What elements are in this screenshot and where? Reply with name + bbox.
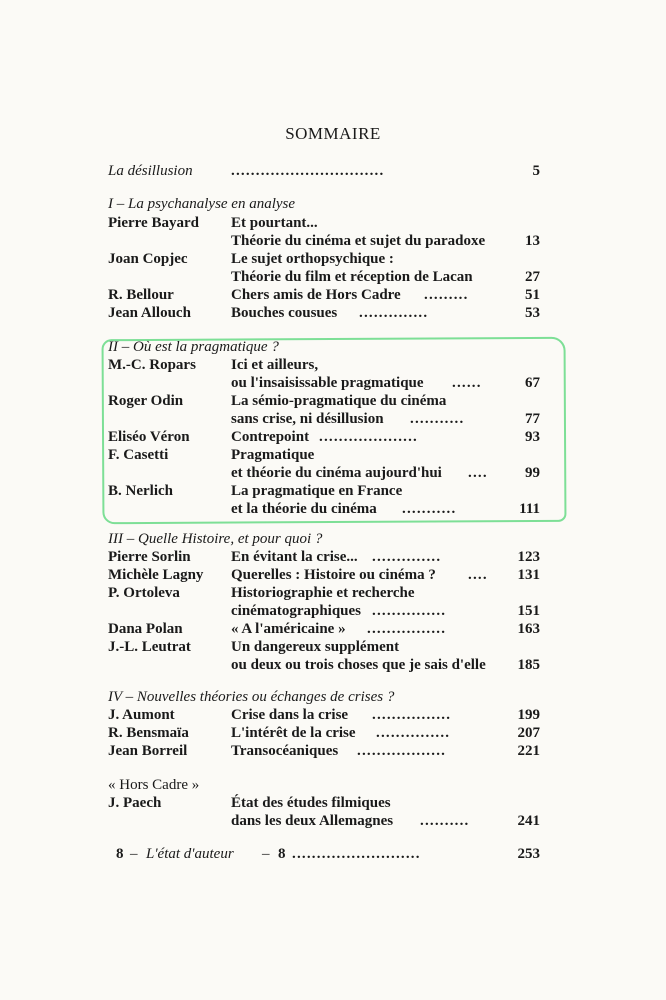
page-number: 207 [517,725,540,741]
section-heading: II – Où est la pragmatique ? [108,339,279,355]
footer-number-left: 8 [116,846,124,862]
leader-dots: ............................... [231,163,385,179]
leader-dots: ........... [410,411,465,427]
section-heading: III – Quelle Histoire, et pour quoi ? [108,531,323,547]
entry-author: J.-L. Leutrat [108,639,191,655]
intro-text: La désillusion [108,163,193,179]
entry-title: dans les deux Allemagnes [231,813,394,829]
page-number: 221 [517,743,540,759]
footer-entry [0,845,666,863]
leader-dots: .............. [359,305,429,321]
entry-title: En évitant la crise... [231,549,358,565]
page-number: 27 [525,269,540,285]
toc-entry [0,706,666,724]
entry-title: Bouches cousues [231,305,338,321]
entry-title: sans crise, ni désillusion [231,411,384,427]
page-number: 163 [517,621,540,637]
page-number: 77 [525,411,540,427]
section-heading: IV – Nouvelles théories ou échanges de crises ? [108,689,395,705]
page-number: 111 [519,501,540,517]
entry-title: Contrepoint [231,429,310,445]
toc-entry [0,286,666,304]
toc-entry [0,742,666,760]
leader-dots: .......... [420,813,470,829]
leader-dots: .... [468,567,488,583]
leader-dots: ........... [402,501,457,517]
green-marker-annotation [102,337,567,524]
entry-title: Le sujet orthopsychique : [231,251,394,267]
page-number: 13 [525,233,540,249]
footer-text: L'état d'auteur [146,846,234,862]
entry-author: J. Paech [108,795,162,811]
toc-entry-cont [0,812,666,830]
entry-author: J. Aumont [108,707,175,723]
entry-author: Pierre Sorlin [108,549,191,565]
leader-dots: .......................... [292,846,421,862]
entry-title: et théorie du cinéma aujourd'hui [231,465,442,481]
page-number: 253 [517,846,540,862]
leader-dots: ............... [376,725,451,741]
entry-title: cinématographiques [231,603,362,619]
toc-entry [0,794,666,812]
leader-dots: .... [468,465,488,481]
page-number: 5 [532,163,540,179]
entry-author: B. Nerlich [108,483,173,499]
entry-title: L'intérêt de la crise [231,725,356,741]
entry-title: Et pourtant... [231,215,318,231]
entry-title: ou deux ou trois choses que je sais d'elle [231,657,486,673]
section-heading: « Hors Cadre » [108,777,200,793]
page-number: 185 [517,657,540,673]
toc-entry-cont [0,656,666,674]
entry-author: Pierre Bayard [108,215,199,231]
leader-dots: ......... [424,287,469,303]
footer-dash: – [262,846,270,862]
entry-author: Eliséo Véron [108,429,190,445]
footer-dash: – [130,846,138,862]
entry-title: et la théorie du cinéma [231,501,377,517]
entry-title: Chers amis de Hors Cadre [231,287,401,303]
toc-entry [0,620,666,638]
entry-author: M.-C. Ropars [108,357,196,373]
entry-author: Jean Borreil [108,743,188,759]
entry-author: Jean Allouch [108,305,191,321]
section-heading: I – La psychanalyse en analyse [108,196,296,212]
leader-dots: ................ [367,621,447,637]
entry-author: R. Bellour [108,287,174,303]
leader-dots: ............... [372,603,447,619]
entry-author: Michèle Lagny [108,567,204,583]
entry-author: F. Casetti [108,447,169,463]
page-number: 51 [525,287,540,303]
entry-title: Théorie du film et réception de Lacan [231,269,473,285]
entry-title: La sémio-pragmatique du cinéma [231,393,447,409]
toc-entry-cont [0,602,666,620]
toc-entry [0,214,666,232]
entry-title: Un dangereux supplément [231,639,400,655]
intro-entry [0,162,666,180]
entry-title: ou l'insaisissable pragmatique [231,375,424,391]
footer-number-right: 8 [278,846,286,862]
page-number: 93 [525,429,540,445]
toc-entry [0,638,666,656]
entry-title: « A l'américaine » [231,621,346,637]
entry-author: Joan Copjec [108,251,188,267]
page-number: 151 [517,603,540,619]
page-number: 131 [517,567,540,583]
page-number: 53 [525,305,540,321]
page-number: 99 [525,465,540,481]
entry-title: Querelles : Histoire ou cinéma ? [231,567,436,583]
entry-title: Transocéaniques [231,743,339,759]
entry-title: Pragmatique [231,447,315,463]
toc-entry [0,724,666,742]
page-number: 67 [525,375,540,391]
entry-author: Dana Polan [108,621,183,637]
page-number: 123 [517,549,540,565]
entry-author: R. Bensmaïa [108,725,189,741]
entry-title: Ici et ailleurs, [231,357,319,373]
toc-entry [0,566,666,584]
toc-entry-cont [0,268,666,286]
entry-author: P. Ortoleva [108,585,180,601]
toc-entry [0,548,666,566]
leader-dots: ................ [372,707,452,723]
toc-entry [0,584,666,602]
entry-title: Historiographie et recherche [231,585,415,601]
page-number: 241 [517,813,540,829]
entry-author: Roger Odin [108,393,184,409]
toc-entry [0,250,666,268]
entry-title: État des études filmiques [231,795,391,811]
page-title: SOMMAIRE [285,124,381,143]
leader-dots: .................... [319,429,418,445]
leader-dots: ...... [452,375,482,391]
page-number: 199 [517,707,540,723]
entry-title: Crise dans la crise [231,707,349,723]
toc-entry-cont [0,232,666,250]
toc-entry [0,304,666,322]
entry-title: Théorie du cinéma et sujet du paradoxe [231,233,486,249]
leader-dots: .................. [357,743,447,759]
entry-title: La pragmatique en France [231,483,403,499]
leader-dots: .............. [372,549,442,565]
